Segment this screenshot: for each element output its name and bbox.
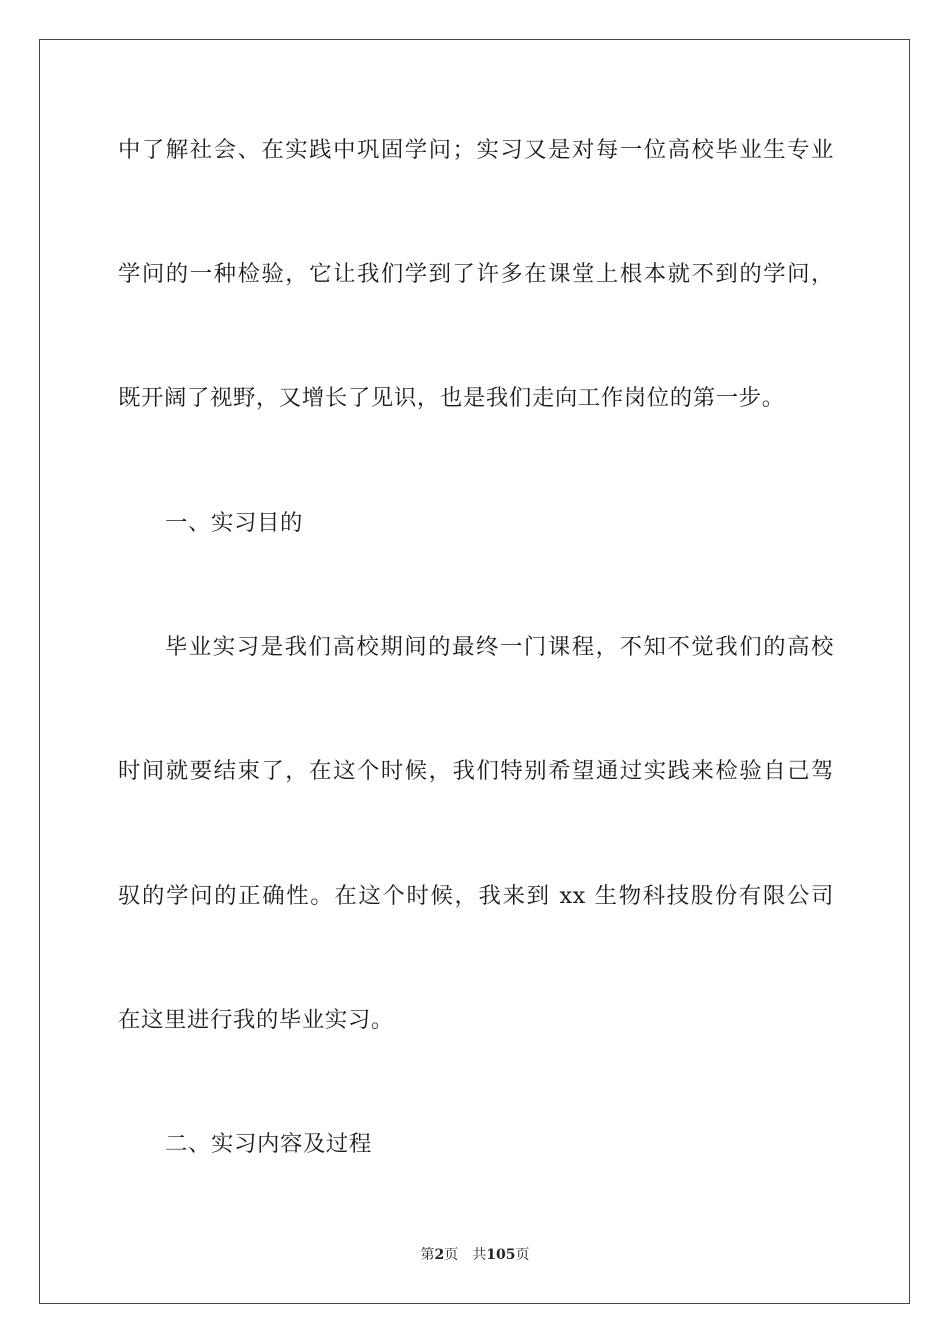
page-footer (0, 1245, 950, 1265)
footer-page-number: 2 (434, 1247, 445, 1263)
section-heading-purpose: 一、实习目的 (165, 510, 303, 536)
body-line-3: 既开阔了视野，又增长了见识，也是我们走向工作岗位的第一步。 (118, 385, 785, 411)
footer-page-prefix: 第 (420, 1247, 435, 1263)
footer-page-suffix: 页 (444, 1247, 459, 1263)
section-one-line-2: 时间就要结束了，在这个时候，我们特别希望通过实践来检验自己驾 (118, 758, 834, 784)
section-one-line-4: 在这里进行我的毕业实习。 (118, 1007, 394, 1033)
footer-total-suffix: 页 (515, 1247, 530, 1263)
section-one-line-1: 毕业实习是我们高校期间的最终一门课程，不知不觉我们的高校 (165, 634, 834, 660)
section-one-line-3: 驭的学问的正确性。在这个时候，我来到 xx 生物科技股份有限公司 (118, 883, 834, 909)
body-line-2: 学问的一种检验，它让我们学到了许多在课堂上根本就不到的学问， (118, 261, 834, 287)
body-line-1: 中了解社会、在实践中巩固学问；实习又是对每一位高校毕业生专业 (118, 137, 834, 163)
page-frame (39, 39, 910, 1304)
footer-total-pages: 105 (486, 1247, 516, 1263)
section-heading-content: 二、实习内容及过程 (165, 1131, 372, 1157)
footer-total-prefix: 共 (472, 1247, 487, 1263)
